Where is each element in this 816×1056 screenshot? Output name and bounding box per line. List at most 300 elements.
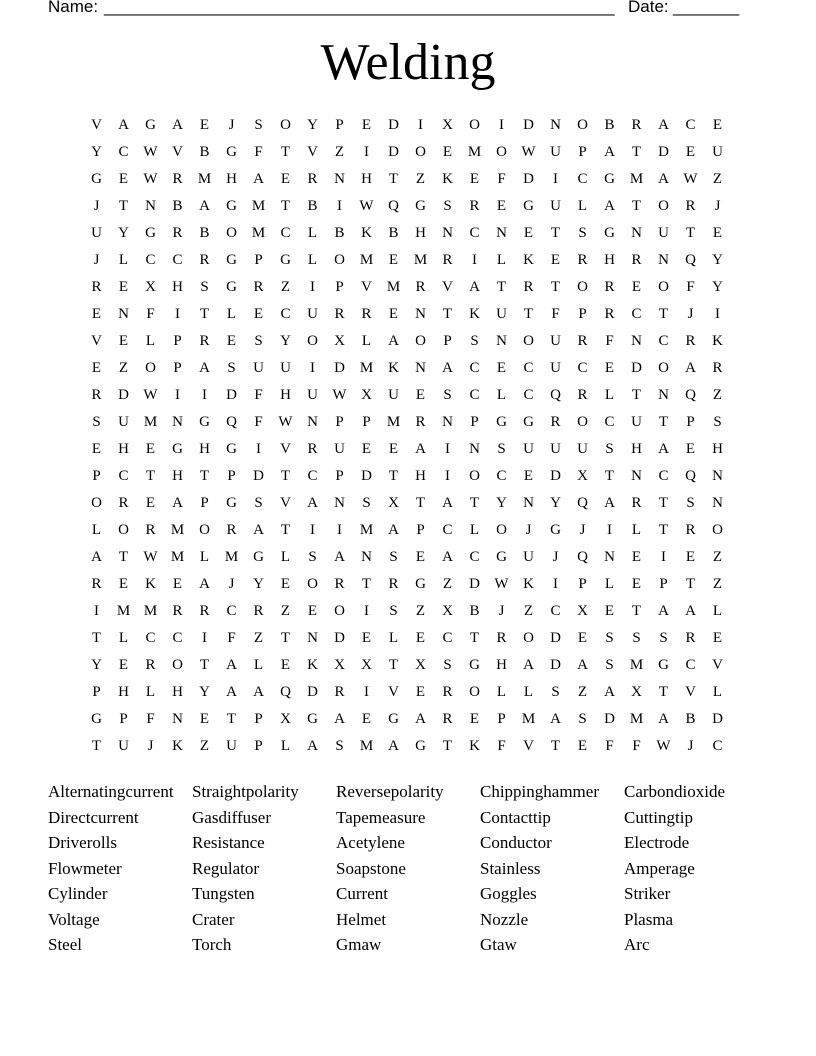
grid-letter: Q [388,198,399,214]
grid-letter: Q [577,495,588,511]
grid-letter: T [91,630,102,646]
grid-letter: R [523,279,534,295]
grid-letter: T [442,738,453,754]
grid-letter: H [415,468,426,484]
grid-letter: W [143,144,158,160]
grid-letter: K [442,171,453,187]
grid-letter: Q [685,252,696,268]
grid-letter: P [335,468,344,484]
grid-letter: V [712,657,723,673]
grid-letter: A [91,549,102,565]
grid-letter: E [199,117,210,133]
grid-letter: T [91,738,102,754]
grid-letter: Y [712,252,723,268]
grid-letter: S [443,387,452,403]
grid-letter: E [631,279,642,295]
grid-letter: L [496,387,507,403]
grid-letter: F [254,144,263,160]
grid-letter: A [523,657,534,673]
grid-letter: E [361,441,372,457]
grid-letter: J [498,603,505,619]
grid-letter: E [712,117,723,133]
grid-letter: D [334,630,345,646]
grid-letter: R [685,522,696,538]
grid-letter: J [228,117,235,133]
grid-letter: E [361,711,372,727]
grid-letter: R [91,576,102,592]
grid-row [83,463,731,490]
grid-letter: D [523,117,534,133]
grid-letter: S [389,549,398,565]
grid-letter: P [92,468,101,484]
grid-letter: E [550,252,561,268]
grid-letter: Y [91,144,102,160]
grid-letter: E [361,630,372,646]
grid-letter: M [170,549,185,565]
grid-letter: M [467,144,482,160]
grid-letter: H [172,468,183,484]
grid-letter: L [496,252,507,268]
grid-letter: S [254,495,263,511]
grid-letter: N [631,225,642,241]
grid-letter: B [685,711,696,727]
grid-letter: E [253,306,264,322]
grid-letter: T [199,657,210,673]
grid-letter: W [143,171,158,187]
grid-letter: F [146,711,155,727]
grid-letter: O [334,603,345,619]
grid-letter: S [389,603,398,619]
grid-letter: Z [334,144,345,160]
grid-letter: C [577,360,588,376]
grid-row [83,247,731,274]
grid-letter: A [253,684,264,700]
grid-letter: Y [280,333,291,349]
grid-letter: E [631,549,642,565]
grid-letter: A [388,738,399,754]
grid-letter: M [143,414,158,430]
grid-letter: R [307,441,318,457]
grid-letter: I [553,171,558,187]
grid-letter: F [497,738,506,754]
grid-letter: R [253,279,264,295]
grid-letter: L [631,522,642,538]
grid-letter: G [523,414,534,430]
grid-letter: S [686,495,695,511]
grid-letter: T [280,630,291,646]
grid-letter: L [226,306,237,322]
grid-letter: T [199,306,210,322]
grid-letter: D [388,144,399,160]
grid-letter: W [332,387,347,403]
grid-letter: R [631,495,642,511]
word-bank-item: Plasma [624,909,674,929]
grid-letter: O [199,522,210,538]
grid-letter: E [118,171,129,187]
grid-letter: U [118,414,129,430]
word-bank-row [48,779,768,805]
grid-letter: D [712,711,723,727]
grid-letter: P [578,306,587,322]
grid-letter: R [334,684,345,700]
grid-letter: N [523,495,534,511]
grid-letter: N [172,711,183,727]
grid-letter: Z [280,603,291,619]
grid-letter: M [386,279,401,295]
grid-letter: R [361,306,372,322]
grid-letter: C [226,603,237,619]
grid-letter: E [388,441,399,457]
word-bank-item: Resistance [192,833,265,852]
grid-letter: L [118,630,129,646]
grid-letter: O [91,495,102,511]
grid-letter: C [658,468,669,484]
grid-letter: U [118,738,129,754]
grid-letter: W [143,387,158,403]
grid-letter: R [145,657,156,673]
grid-letter: A [226,657,237,673]
grid-letter: F [146,306,155,322]
grid-letter: E [415,387,426,403]
grid-letter: K [523,252,534,268]
grid-letter: C [145,252,156,268]
grid-letter: G [226,198,237,214]
grid-letter: C [604,414,615,430]
grid-letter: T [280,522,291,538]
grid-letter: E [226,333,237,349]
grid-letter: T [631,603,642,619]
grid-letter: T [280,468,291,484]
grid-letter: O [469,468,480,484]
grid-letter: E [631,576,642,592]
grid-letter: R [496,630,507,646]
word-bank-item: Stainless [480,858,541,878]
grid-letter: A [604,495,615,511]
grid-letter: O [523,333,534,349]
grid-letter: T [469,495,480,511]
grid-letter: N [469,441,480,457]
grid-letter: C [307,468,318,484]
grid-row [83,409,731,436]
grid-letter: P [254,738,263,754]
grid-letter: R [91,387,102,403]
grid-letter: M [359,738,374,754]
grid-letter: Z [712,576,723,592]
grid-letter: R [118,495,129,511]
date-blank-line: _______ [673,0,740,16]
grid-letter: X [577,468,588,484]
grid-letter: Q [226,414,237,430]
grid-letter: E [280,171,291,187]
grid-row [83,652,731,679]
grid-letter: Y [91,657,102,673]
grid-letter: A [415,441,426,457]
grid-letter: G [91,711,102,727]
grid-letter: C [658,333,669,349]
grid-letter: E [604,360,615,376]
grid-letter: R [334,306,345,322]
grid-letter: C [145,630,156,646]
grid-row [83,301,731,328]
grid-row [83,112,731,139]
grid-letter: S [578,225,587,241]
grid-letter: X [145,279,156,295]
grid-letter: S [443,198,452,214]
grid-letter: R [172,225,183,241]
grid-letter: P [362,414,371,430]
word-bank-item: Acetylene [336,833,405,852]
grid-letter: U [307,387,318,403]
grid-letter: A [577,657,588,673]
grid-letter: V [388,684,399,700]
grid-letter: N [496,225,507,241]
grid-letter: Z [415,171,426,187]
grid-letter: J [93,252,100,268]
grid-letter: T [118,198,129,214]
grid-letter: A [442,360,453,376]
grid-letter: N [442,414,453,430]
grid-letter: T [658,522,669,538]
grid-letter: L [469,522,480,538]
grid-letter: M [359,522,374,538]
grid-letter: U [307,306,318,322]
grid-letter: A [307,738,318,754]
grid-letter: K [523,576,534,592]
grid-letter: Q [685,387,696,403]
grid-letter: L [199,549,210,565]
grid-letter: S [578,711,587,727]
grid-letter: G [253,549,264,565]
grid-letter: T [685,576,696,592]
grid-row [83,193,731,220]
grid-letter: W [143,549,158,565]
grid-row [83,625,731,652]
grid-letter: A [604,684,615,700]
grid-letter: N [145,198,156,214]
word-bank-item: Amperage [624,858,695,878]
grid-letter: N [334,171,345,187]
grid-letter: A [388,522,399,538]
word-bank-item: Tapemeasure [336,807,426,827]
grid-row [83,706,731,733]
grid-row [83,220,731,247]
grid-letter: A [118,117,129,133]
grid-letter: R [631,117,642,133]
word-bank-item: Torch [192,935,232,954]
grid-letter: O [145,360,156,376]
grid-letter: C [685,117,696,133]
word-bank-item: Gtaw [480,935,517,954]
grid-letter: F [227,630,236,646]
word-bank-item: Crater [192,909,235,929]
grid-letter: P [335,414,344,430]
grid-letter: P [686,414,695,430]
grid-letter: M [224,549,239,565]
grid-letter: L [145,684,156,700]
grid-letter: M [359,252,374,268]
grid-letter: K [469,738,480,754]
grid-letter: C [442,522,453,538]
grid-letter: L [604,576,615,592]
grid-letter: U [496,306,507,322]
grid-letter: P [578,144,587,160]
grid-letter: P [254,711,263,727]
grid-letter: G [415,576,426,592]
grid-letter: J [714,198,721,214]
grid-letter: R [415,414,426,430]
grid-letter: M [629,657,644,673]
word-bank-item: Cuttingtip [624,807,693,827]
grid-letter: J [228,576,235,592]
grid-letter: Z [712,549,723,565]
grid-row [83,571,731,598]
grid-letter: O [658,279,669,295]
grid-letter: Q [577,549,588,565]
grid-letter: A [658,171,669,187]
grid-row [83,166,731,193]
grid-letter: A [199,198,210,214]
grid-letter: R [199,333,210,349]
word-bank-item: Gasdiffuser [192,807,271,827]
grid-letter: V [172,144,183,160]
word-bank-item: Reversepolarity [336,782,444,801]
grid-letter: P [335,279,344,295]
grid-letter: N [442,225,453,241]
grid-letter: R [685,630,696,646]
grid-letter: V [523,738,534,754]
word-bank-item: Steel [48,935,82,954]
grid-letter: B [307,198,318,214]
grid-letter: E [577,630,588,646]
grid-letter: E [118,657,129,673]
grid-letter: M [413,252,428,268]
grid-letter: Y [118,225,129,241]
grid-letter: K [361,225,372,241]
grid-letter: S [551,684,560,700]
grid-letter: R [307,171,318,187]
grid-letter: B [334,225,345,241]
grid-letter: N [631,468,642,484]
grid-letter: T [415,495,426,511]
grid-letter: H [415,225,426,241]
grid-letter: R [712,360,723,376]
grid-letter: O [577,117,588,133]
word-bank-item: Helmet [336,909,387,929]
word-bank-item: Flowmeter [48,858,122,878]
grid-letter: R [631,252,642,268]
grid-letter: R [199,603,210,619]
grid-letter: E [604,603,615,619]
grid-letter: R [415,279,426,295]
grid-letter: B [604,117,615,133]
grid-letter: O [334,252,345,268]
word-bank-item: Nozzle [480,909,529,929]
grid-letter: H [226,171,237,187]
grid-letter: C [523,387,534,403]
grid-letter: P [443,333,452,349]
grid-letter: C [685,657,696,673]
grid-letter: B [388,225,399,241]
grid-letter: Q [685,468,696,484]
grid-letter: R [685,198,696,214]
grid-letter: R [388,576,399,592]
grid-letter: L [253,657,264,673]
grid-letter: M [197,171,212,187]
grid-letter: O [523,630,534,646]
grid-letter: U [280,360,291,376]
grid-letter: D [226,387,237,403]
grid-letter: P [92,684,101,700]
grid-letter: I [202,387,207,403]
grid-row [83,598,731,625]
grid-letter: E [172,576,183,592]
grid-letter: G [226,144,237,160]
grid-letter: R [442,684,453,700]
grid-letter: R [145,522,156,538]
grid-letter: E [523,225,534,241]
grid-letter: P [497,711,506,727]
grid-letter: F [497,171,506,187]
grid-letter: T [604,468,615,484]
grid-letter: O [577,279,588,295]
grid-letter: A [469,279,480,295]
grid-letter: N [361,549,372,565]
grid-letter: S [308,549,317,565]
grid-row [83,274,731,301]
grid-letter: A [172,117,183,133]
grid-letter: N [712,495,723,511]
grid-letter: C [469,225,480,241]
grid-letter: A [658,441,669,457]
grid-letter: X [415,657,426,673]
grid-letter: Z [118,360,129,376]
page-title: Welding [320,34,496,91]
grid-row [83,328,731,355]
grid-letter: T [631,144,642,160]
grid-letter: O [280,117,291,133]
grid-letter: A [253,522,264,538]
grid-letter: S [254,117,263,133]
grid-letter: I [94,603,99,619]
grid-letter: B [199,144,210,160]
date-label: Date: [628,0,669,16]
grid-letter: M [521,711,536,727]
grid-letter: A [388,333,399,349]
grid-letter: X [334,657,345,673]
grid-letter: C [118,468,129,484]
grid-letter: Q [280,684,291,700]
grid-letter: J [525,522,532,538]
word-bank-item: Contacttip [480,807,551,827]
grid-letter: J [147,738,154,754]
grid-letter: T [118,549,129,565]
grid-letter: P [227,468,236,484]
grid-letter: S [200,279,209,295]
grid-letter: W [278,414,293,430]
grid-letter: C [550,603,561,619]
grid-letter: K [307,657,318,673]
grid-row [83,139,731,166]
grid-letter: S [362,495,371,511]
grid-letter: I [364,684,369,700]
grid-row [83,436,731,463]
grid-letter: R [577,333,588,349]
grid-letter: U [334,441,345,457]
grid-letter: C [631,306,642,322]
grid-letter: S [92,414,101,430]
grid-letter: I [499,117,504,133]
grid-letter: V [91,117,102,133]
